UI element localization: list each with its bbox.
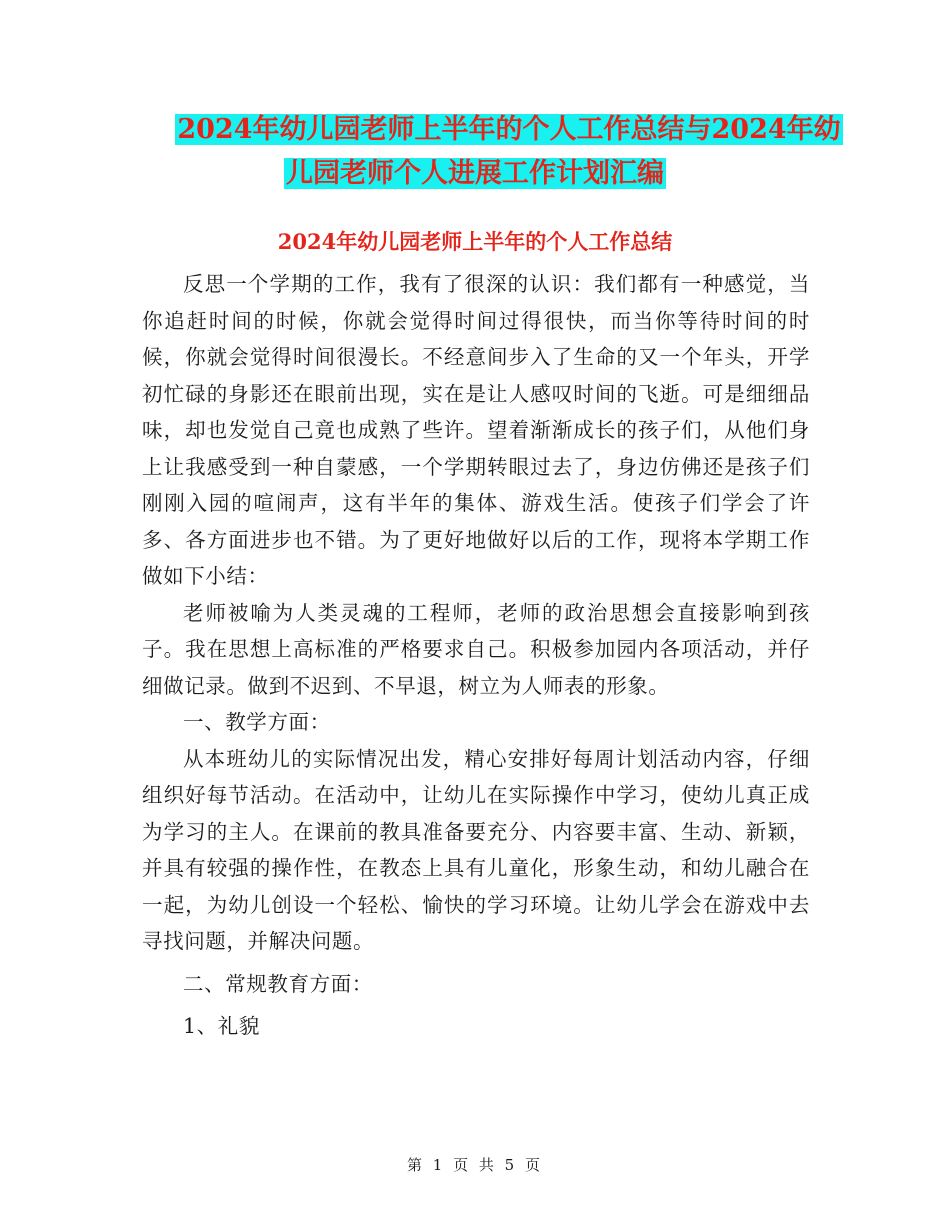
paragraph-reflection: 反思一个学期的工作，我有了很深的认识：我们都有一种感觉，当你追赶时间的时候，你就会觉得时间过得很快，而当你等待时间的时候，你就会觉得时间很漫长。不经意间步入了生命的又一个年头，开学初忙碌的身影还在眼前出现，实在是让人感叹时间的飞逝。可是细细品味，却也发觉自己竟也成熟了些许。望着渐渐成长的孩子们，从他们身上让我感受到一种自蒙感，一个学期转眼过去了，身边仿佛还是孩子们刚刚入园的喧闹声，这有半年的集体、游戏生活。使孩子们学会了许多、各方面进步也不错。为了更好地做好以后的工作，现将本学期工作做如下小结： [142, 272, 810, 588]
document-body [142, 266, 810, 1045]
heading-teaching: 一、教学方面： [183, 710, 331, 734]
section-title: 2024年幼儿园老师上半年的个人工作总结 [277, 229, 673, 254]
document-title-line-2 [0, 154, 950, 194]
heading-routine-education: 二、常规教育方面： [183, 971, 373, 996]
paragraph-teaching: 从本班幼儿的实际情况出发，精心安排好每周计划活动内容，仔细组织好每节活动。在活动中，让幼儿在实际操作中学习，使幼儿真正成为学习的主人。在课前的教具准备要充分、内容要丰富、生动、新颖，并具有较强的操作性，在教态上具有儿童化，形象生动，和幼儿融合在一起，为幼儿创设一个轻松、愉快的学习环境。让幼儿学会在游戏中去寻找问题，并解决问题。 [142, 746, 810, 953]
document-title-text-1: 2024年幼儿园老师上半年的个人工作总结与2024年幼 [177, 114, 841, 145]
document-title-text-2: 儿园老师个人进展工作计划汇编 [286, 158, 664, 189]
paragraph-political-thought: 老师被喻为人类灵魂的工程师，老师的政治思想会直接影响到孩子。我在思想上高标准的严格要求自己。积极参加园内各项活动，并仔细做记录。做到不迟到、不早退，树立为人师表的形象。 [142, 600, 810, 698]
document-title-line-1 [34, 110, 950, 150]
subheading-manners: 1、礼貌 [183, 1014, 260, 1038]
page-number-footer: 第 1 页 共 5 页 [407, 1156, 543, 1174]
